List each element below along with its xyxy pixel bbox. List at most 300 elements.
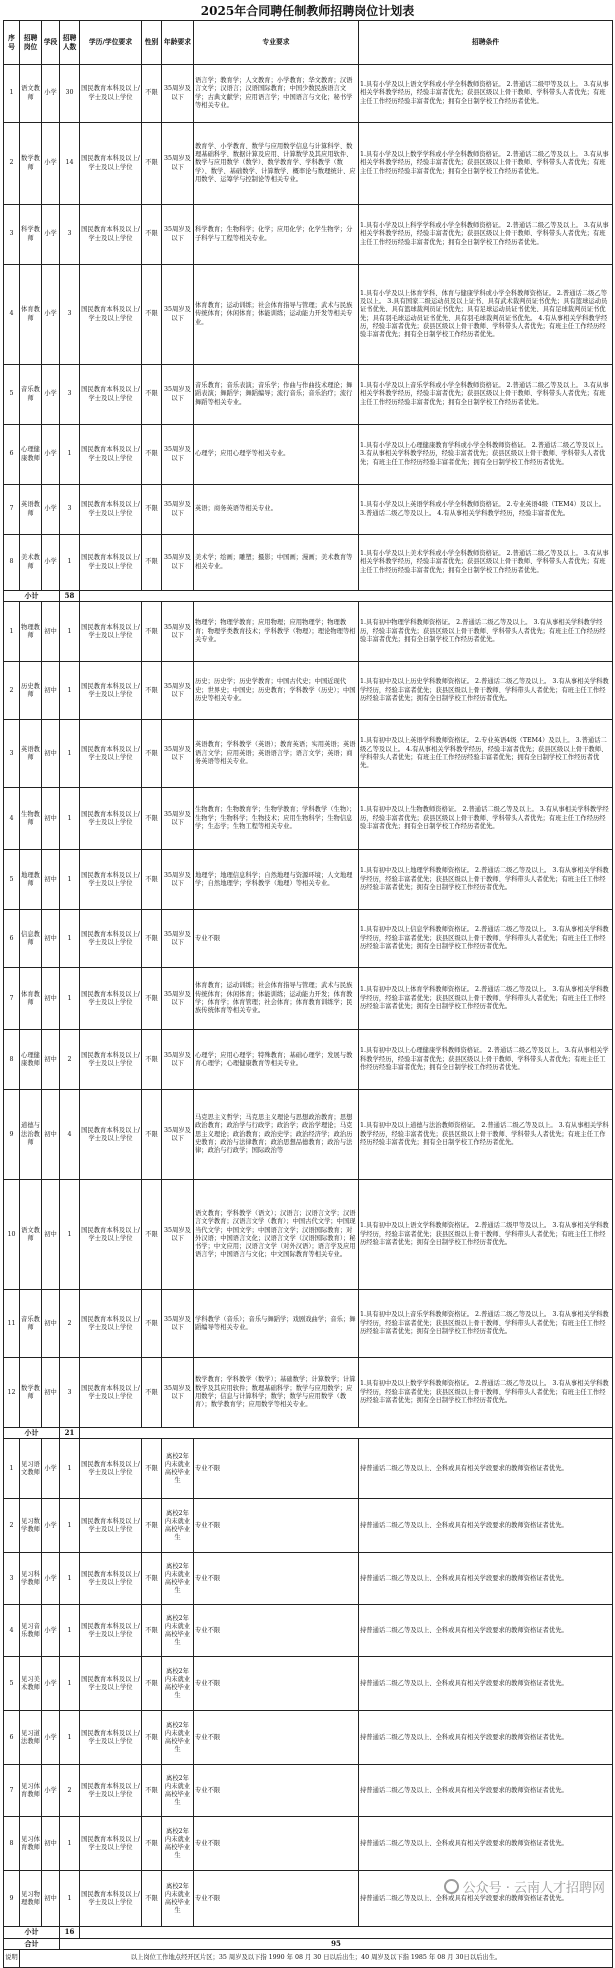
- header-conditions: 招聘条件: [359, 21, 613, 65]
- cell-stage: 初中: [42, 910, 60, 968]
- cell-conditions: 持普通话二级乙等及以上、全科或具有相关学段要求的教师资格证者优先。: [359, 1605, 613, 1657]
- cell-count: 3: [60, 205, 80, 265]
- cell-conditions: 持普通话二级乙等及以上、全科或具有相关学段要求的教师资格证者优先。: [359, 1711, 613, 1765]
- cell-stage: 初中: [42, 1358, 60, 1428]
- cell-age: 35周岁及以下: [162, 968, 194, 1030]
- total-row: [4, 1938, 613, 1949]
- subtotal-value: 21: [60, 1428, 80, 1439]
- cell-major: 教育学、小学教育、数学与应用数学信息与计算科学、数理基础科学、数据计算及应用、计算数学及其应用软件、数学与应用数学（数学）、数学教育学、学科教学（数学）、数学、基础数学、计算数学、概率论与数理统计、应用数学、运筹学与控制论等相关专业。: [194, 123, 359, 205]
- cell-conditions: 1.具有初中及以上数学学科教师资格证。 2.普通话二级乙等及以上。 3.有从事相关学科教学经历，经验丰富者优先；获县区级以上骨干教师、学科带头人者优先；有班主任工作经历经验丰富者优先；拥有全日制学校工作经历者优先。: [359, 1358, 613, 1428]
- table-row: [4, 205, 613, 265]
- cell-age: 35周岁及以下: [162, 850, 194, 910]
- cell-conditions: 1.具有初中及以上信息学科教师资格证。 2.普通话二级乙等及以上。 3.有从事相关学科教学经历，经验丰富者优先；获县区级以上骨干教师、学科带头人者优先；有班主任工作经历经验丰富者优先；拥有全日制学校工作经历者优先。: [359, 910, 613, 968]
- cell-edu: 国民教育本科及以上/学士及以上学位: [80, 1871, 142, 1927]
- cell-stage: 初中: [42, 662, 60, 720]
- cell-gender: 不限: [142, 535, 162, 591]
- cell-major: 体育教育；运动训练；社会体育指导与管理；武术与民族传统体育；休闲体育；体能训练；运动能力开发等相关专业。: [194, 265, 359, 365]
- cell-post: 见习体育教师: [20, 1765, 42, 1817]
- cell-gender: 不限: [142, 425, 162, 485]
- subtotal-label: 小计: [4, 1927, 60, 1938]
- cell-gender: 不限: [142, 485, 162, 535]
- cell-conditions: 1.具有初中及以上体育学科教师资格证。 2.普通话二级乙等及以上。 3.有从事相关学科教学经历，经验丰富者优先；获县区级以上骨干教师、学科带头人者优先；有班主任工作经历经验丰富者优先；拥有全日制学校工作经历者优先。: [359, 968, 613, 1030]
- cell-edu: 国民教育本科及以上/学士及以上学位: [80, 1553, 142, 1605]
- cell-gender: 不限: [142, 720, 162, 788]
- cell-age: 35周岁及以下: [162, 720, 194, 788]
- cell-post: 音乐教师: [20, 1290, 42, 1358]
- cell-conditions: 1.具有小学及以上语文学科或小学全科教师资格证。 2.普通话二级甲等及以上。 3.有从事相关学科教学经历，经验丰富者优先；获县区级以上骨干教师、学科带头人者优先；有班主任工作经历经验丰富者优先；拥有全日制学校工作经历者优先。: [359, 65, 613, 123]
- cell-stage: 初中: [42, 602, 60, 662]
- cell-edu: 国民教育本科及以上/学士及以上学位: [80, 265, 142, 365]
- cell-edu: 国民教育本科及以上/学士及以上学位: [80, 1090, 142, 1180]
- table-row: [4, 1605, 613, 1657]
- table-row: [4, 1090, 613, 1180]
- cell-age: 离校2年内未就业高校毕业生: [162, 1499, 194, 1553]
- cell-gender: 不限: [142, 1605, 162, 1657]
- cell-count: 1: [60, 1439, 80, 1499]
- cell-major: 心理学；应用心理学；特殊教育；基础心理学；发展与教育心理学；心理健康教育等相关专业。: [194, 1030, 359, 1090]
- cell-conditions: 持普通话二级乙等及以上、全科或具有相关学段要求的教师资格证者优先。: [359, 1871, 613, 1927]
- cell-no: 6: [4, 910, 20, 968]
- cell-post: 心理健康教师: [20, 1030, 42, 1090]
- cell-gender: 不限: [142, 1711, 162, 1765]
- cell-gender: 不限: [142, 788, 162, 850]
- note-text: 以上岗位工作地点经开区片区；35 周岁及以下指 1990 年 08 月 30 日以后出生；40 周岁及以下指 1985 年 08 月 30日以后出生。: [20, 1949, 613, 1967]
- table-row: [4, 1817, 613, 1871]
- cell-edu: 国民教育本科及以上/学士及以上学位: [80, 1290, 142, 1358]
- header-no: 序号: [4, 21, 20, 65]
- cell-age: 离校2年内未就业高校毕业生: [162, 1765, 194, 1817]
- cell-major: 音乐教育；音乐表演；音乐学；作曲与作曲技术理论；舞蹈表演；舞蹈学；舞蹈编导；流行音乐；音乐治疗；流行舞蹈等相关专业。: [194, 365, 359, 425]
- cell-stage: 小学: [42, 65, 60, 123]
- cell-post: 见习物理教师: [20, 1871, 42, 1927]
- cell-age: 35周岁及以下: [162, 910, 194, 968]
- cell-edu: 国民教育本科及以上/学士及以上学位: [80, 65, 142, 123]
- recruitment-table: [3, 20, 613, 1968]
- cell-conditions: 1.具有初中及以上地理学科教师资格证。 2.普通话二级乙等及以上。 3.有从事相关学科教学经历，经验丰富者优先；获县区级以上骨干教师、学科带头人者优先；有班主任工作经历经验丰富者优先；拥有全日制学校工作经历者优先。: [359, 850, 613, 910]
- cell-age: 35周岁及以下: [162, 123, 194, 205]
- cell-post: 见习科学教师: [20, 1553, 42, 1605]
- table-row: [4, 910, 613, 968]
- cell-no: 1: [4, 65, 20, 123]
- note-label: 说明: [4, 1949, 20, 1967]
- cell-major: 专业不限: [194, 1499, 359, 1553]
- cell-count: 3: [60, 365, 80, 425]
- cell-conditions: 持普通话二级乙等及以上、全科或具有相关学段要求的教师资格证者优先。: [359, 1765, 613, 1817]
- subtotal-value: 16: [60, 1927, 80, 1938]
- cell-stage: 初中: [42, 1030, 60, 1090]
- cell-age: 35周岁及以下: [162, 788, 194, 850]
- cell-major: 专业不限: [194, 1765, 359, 1817]
- cell-age: 35周岁及以下: [162, 1358, 194, 1428]
- cell-stage: 小学: [42, 205, 60, 265]
- cell-major: 学科教学（音乐）；音乐与舞蹈学；戏剧戏曲学；音乐；舞蹈编导等相关专业。: [194, 1290, 359, 1358]
- cell-count: 1: [60, 1871, 80, 1927]
- cell-no: 2: [4, 1499, 20, 1553]
- table-row: [4, 1030, 613, 1090]
- cell-stage: 初中: [42, 720, 60, 788]
- cell-no: 7: [4, 485, 20, 535]
- cell-count: 3: [60, 485, 80, 535]
- cell-edu: 国民教育本科及以上/学士及以上学位: [80, 425, 142, 485]
- cell-no: 10: [4, 1180, 20, 1290]
- cell-count: 14: [60, 123, 80, 205]
- cell-major: 生物教育；生物教育学；生物学教育；学科教学（生物）；生物学；生物科学；生物技术；应用生物科学；生物信息学；生态学；生物工程等相关专业。: [194, 788, 359, 850]
- cell-post: 英语教师: [20, 485, 42, 535]
- cell-major: 专业不限: [194, 1657, 359, 1711]
- cell-count: 1: [60, 662, 80, 720]
- table-row: [4, 485, 613, 535]
- cell-major: 英语教育；学科教学（英语）；教育英语；实用英语；英语语言文学；应用英语；英语语言学；语言文学；英语；商务英语等相关专业。: [194, 720, 359, 788]
- subtotal-label: 小计: [4, 1428, 60, 1439]
- cell-gender: 不限: [142, 850, 162, 910]
- cell-gender: 不限: [142, 1657, 162, 1711]
- cell-edu: 国民教育本科及以上/学士及以上学位: [80, 1605, 142, 1657]
- cell-count: 1: [60, 788, 80, 850]
- subtotal-value: 58: [60, 591, 80, 602]
- cell-conditions: 持普通话二级乙等及以上、全科或具有相关学段要求的教师资格证者优先。: [359, 1817, 613, 1871]
- cell-no: 11: [4, 1290, 20, 1358]
- cell-gender: 不限: [142, 265, 162, 365]
- cell-count: 1: [60, 968, 80, 1030]
- table-row: [4, 425, 613, 485]
- cell-post: 历史教师: [20, 662, 42, 720]
- header-stage: 学段: [42, 21, 60, 65]
- cell-gender: 不限: [142, 65, 162, 123]
- cell-post: 数学教师: [20, 1358, 42, 1428]
- cell-major: 专业不限: [194, 1439, 359, 1499]
- cell-conditions: 1.具有初中及以上语文学科教师资格证。 2.普通话二级甲等及以上。 3.有从事相关学科教学经历，经验丰富者优先；获县区级以上骨干教师、学科带头人者优先；有班主任工作经历经验丰富者优先；拥有全日制学校工作经历者优先。: [359, 1180, 613, 1290]
- cell-major: 物理学；物理学教育；应用物理；应用物理学；物理教育；物理学类教育技术；学科教学（物理）；理论物理等相关专业。: [194, 602, 359, 662]
- cell-stage: 初中: [42, 1871, 60, 1927]
- cell-edu: 国民教育本科及以上/学士及以上学位: [80, 535, 142, 591]
- cell-conditions: 1.具有初中及以上音乐学科教师资格证。 2.普通话二级乙等及以上。 3.有从事相关学科教学经历，经验丰富者优先；获县区级以上骨干教师、学科带头人者优先；有班主任工作经历经验丰富者优先；拥有全日制学校工作经历者优先。: [359, 1290, 613, 1358]
- cell-major: 美术学；绘画；雕塑；摄影；中国画；漫画；美术教育等相关专业。: [194, 535, 359, 591]
- cell-gender: 不限: [142, 1030, 162, 1090]
- cell-edu: 国民教育本科及以上/学士及以上学位: [80, 365, 142, 425]
- cell-stage: 小学: [42, 1605, 60, 1657]
- cell-gender: 不限: [142, 205, 162, 265]
- cell-edu: 国民教育本科及以上/学士及以上学位: [80, 968, 142, 1030]
- table-row: [4, 850, 613, 910]
- cell-age: 35周岁及以下: [162, 265, 194, 365]
- cell-post: 体育教师: [20, 968, 42, 1030]
- cell-no: 9: [4, 1090, 20, 1180]
- table-row: [4, 65, 613, 123]
- cell-stage: 小学: [42, 535, 60, 591]
- cell-gender: 不限: [142, 662, 162, 720]
- cell-stage: 小学: [42, 1765, 60, 1817]
- cell-no: 5: [4, 1657, 20, 1711]
- cell-edu: 国民教育本科及以上/学士及以上学位: [80, 910, 142, 968]
- cell-stage: 小学: [42, 1711, 60, 1765]
- cell-stage: 小学: [42, 485, 60, 535]
- cell-count: 2: [60, 1290, 80, 1358]
- cell-post: 信息教师: [20, 910, 42, 968]
- cell-edu: 国民教育本科及以上/学士及以上学位: [80, 788, 142, 850]
- cell-gender: 不限: [142, 1553, 162, 1605]
- cell-conditions: 1.具有初中及以上英语学科教师资格证。 2.专业英语4级（TEM4）及以上。 3.普通话二级乙等及以上。 4.有从事相关学科教学经历，经验丰富者优先；获县区级以上骨干教师、学科带头人者优先；有班主任工作经历经验丰富者优先；拥有全日制学校工作经历者优先。: [359, 720, 613, 788]
- cell-no: 8: [4, 1817, 20, 1871]
- cell-gender: 不限: [142, 1358, 162, 1428]
- total-label: 合计: [4, 1938, 60, 1949]
- cell-edu: 国民教育本科及以上/学士及以上学位: [80, 205, 142, 265]
- cell-edu: 国民教育本科及以上/学士及以上学位: [80, 850, 142, 910]
- cell-major: 专业不限: [194, 1817, 359, 1871]
- cell-gender: 不限: [142, 910, 162, 968]
- cell-major: 体育教育；运动训练；社会体育指导与管理；武术与民族传统体育；休闲体育；体能训练；运动能力开发；体育教学；体育学；体育管理；社会体育；体育教育训练学；民族传统体育等相关专业。: [194, 968, 359, 1030]
- cell-no: 5: [4, 365, 20, 425]
- cell-post: 体育教师: [20, 265, 42, 365]
- cell-gender: 不限: [142, 1817, 162, 1871]
- cell-count: 1: [60, 1605, 80, 1657]
- cell-post: 见习道法教师: [20, 1711, 42, 1765]
- cell-edu: 国民教育本科及以上/学士及以上学位: [80, 1765, 142, 1817]
- cell-gender: 不限: [142, 123, 162, 205]
- cell-no: 3: [4, 205, 20, 265]
- cell-gender: 不限: [142, 1290, 162, 1358]
- cell-stage: 初中: [42, 788, 60, 850]
- wechat-icon: [444, 1879, 459, 1894]
- cell-post: 科学教师: [20, 205, 42, 265]
- cell-count: 1: [60, 535, 80, 591]
- cell-count: 1: [60, 1817, 80, 1871]
- cell-post: 道德与法治教师: [20, 1090, 42, 1180]
- cell-age: 离校2年内未就业高校毕业生: [162, 1553, 194, 1605]
- cell-conditions: 1.具有小学及以上科学学科或小学全科教师资格证。 2.普通话二级乙等及以上。 3.有从事相关学科教学经历，经验丰富者优先；获县区级以上骨干教师、学科带头人者优先；有班主任工作经历经验丰富者优先；拥有全日制学校工作经历者优先。: [359, 205, 613, 265]
- cell-edu: 国民教育本科及以上/学士及以上学位: [80, 1030, 142, 1090]
- cell-conditions: 1.具有小学及以上心理健康教育学科或小学全科教师资格证。 2.普通话二级乙等及以上。 3.有从事相关学科教学经历，经验丰富者优先；获县区级以上骨干教师、学科带头人者优先；有班主任工作经历经验丰富者优先；拥有全日制学校工作经历者优先。: [359, 425, 613, 485]
- header-gender: 性别: [142, 21, 162, 65]
- cell-edu: 国民教育本科及以上/学士及以上学位: [80, 1499, 142, 1553]
- cell-age: 35周岁及以下: [162, 602, 194, 662]
- cell-no: 8: [4, 535, 20, 591]
- cell-stage: 小学: [42, 265, 60, 365]
- cell-post: 地理教师: [20, 850, 42, 910]
- cell-age: 35周岁及以下: [162, 1090, 194, 1180]
- cell-post: 见习音乐教师: [20, 1605, 42, 1657]
- cell-conditions: 持普通话二级乙等及以上、全科或具有相关学段要求的教师资格证者优先。: [359, 1439, 613, 1499]
- cell-no: 4: [4, 1605, 20, 1657]
- cell-stage: 初中: [42, 968, 60, 1030]
- cell-count: 1: [60, 1553, 80, 1605]
- cell-edu: 国民教育本科及以上/学士及以上学位: [80, 1358, 142, 1428]
- watermark-text: 公众号 · 云南人才招聘网: [462, 1881, 605, 1896]
- cell-no: 6: [4, 425, 20, 485]
- cell-conditions: 持普通话二级乙等及以上、全科或具有相关学段要求的教师资格证者优先。: [359, 1657, 613, 1711]
- cell-post: 美术教师: [20, 535, 42, 591]
- subtotal-filler: [80, 591, 613, 602]
- cell-major: 心理学；应用心理学等相关专业。: [194, 425, 359, 485]
- cell-age: 35周岁及以下: [162, 1030, 194, 1090]
- cell-edu: 国民教育本科及以上/学士及以上学位: [80, 1180, 142, 1290]
- cell-count: 2: [60, 1765, 80, 1817]
- cell-edu: 国民教育本科及以上/学士及以上学位: [80, 720, 142, 788]
- header-count: 招聘人数: [60, 21, 80, 65]
- cell-count: 1: [60, 1711, 80, 1765]
- cell-major: 专业不限: [194, 1553, 359, 1605]
- cell-conditions: 1.具有初中及以上历史学科教师资格证。 2.普通话二级乙等及以上。 3.有从事相关学科教学经历，经验丰富者优先；获县区级以上骨干教师、学科带头人者优先；有班主任工作经历经验丰富者优先；拥有全日制学校工作经历者优先。: [359, 662, 613, 720]
- subtotal-row: [4, 1428, 613, 1439]
- subtotal-filler: [80, 1428, 613, 1439]
- cell-no: 6: [4, 1711, 20, 1765]
- watermark: [444, 1877, 605, 1896]
- cell-conditions: 1.具有初中及以上心理健康学科教师资格证。 2.普通话二级乙等及以上。 3.有从事相关学科教学经历，经验丰富者优先；获县区级以上骨干教师、学科带头人者优先；有班主任工作经历经验丰富者优先；拥有全日制学校工作经历者优先。: [359, 1030, 613, 1090]
- cell-count: 1: [60, 850, 80, 910]
- cell-stage: 小学: [42, 1553, 60, 1605]
- cell-edu: 国民教育本科及以上/学士及以上学位: [80, 1657, 142, 1711]
- cell-major: 专业不限: [194, 1711, 359, 1765]
- header-major: 专业要求: [194, 21, 359, 65]
- cell-gender: 不限: [142, 1765, 162, 1817]
- cell-count: 1: [60, 1180, 80, 1290]
- cell-conditions: 1.具有小学及以上体育学科、体育与健康学科或小学全科教师资格证。 2.普通话二级乙等及以上。 3.具有国家二级运动员及以上证书、具有武术裁判员证书优先；具有篮球运动员证书优先、具有篮球裁判员证书优先；具有足球运动员证书优先、具有足球裁判员证书优先；具有羽毛球运动员证书优先、具有羽毛球裁判员证书优先。 4.有从事相关学科教学经历，经验丰富者优先；获县区级以上骨干教师、学科带头人者优先；有班主任工作经历经验丰富者优先；拥有全日制学校工作经历者优先。: [359, 265, 613, 365]
- table-row: [4, 123, 613, 205]
- cell-count: 1: [60, 602, 80, 662]
- cell-count: 3: [60, 1358, 80, 1428]
- cell-major: 专业不限: [194, 1871, 359, 1927]
- cell-gender: 不限: [142, 602, 162, 662]
- table-row: [4, 1180, 613, 1290]
- cell-conditions: 持普通话二级乙等及以上、全科或具有相关学段要求的教师资格证者优先。: [359, 1499, 613, 1553]
- cell-gender: 不限: [142, 1871, 162, 1927]
- cell-stage: 小学: [42, 1499, 60, 1553]
- cell-stage: 初中: [42, 1090, 60, 1180]
- cell-no: 4: [4, 788, 20, 850]
- cell-edu: 国民教育本科及以上/学士及以上学位: [80, 123, 142, 205]
- cell-age: 离校2年内未就业高校毕业生: [162, 1817, 194, 1871]
- cell-edu: 国民教育本科及以上/学士及以上学位: [80, 1439, 142, 1499]
- table-row: [4, 1499, 613, 1553]
- cell-age: 35周岁及以下: [162, 65, 194, 123]
- table-row: [4, 1553, 613, 1605]
- cell-no: 7: [4, 968, 20, 1030]
- table-row: [4, 602, 613, 662]
- cell-no: 4: [4, 265, 20, 365]
- cell-conditions: 1.具有小学及以上美术学科或小学全科教师资格证。 2.普通话二级乙等及以上。 3.有从事相关学科教学经历，经验丰富者优先；获县区级以上骨干教师、学科带头人者优先；有班主任工作经历经验丰富者优先；拥有全日制学校工作经历者优先。: [359, 535, 613, 591]
- cell-count: 1: [60, 1499, 80, 1553]
- cell-count: 4: [60, 1090, 80, 1180]
- cell-age: 35周岁及以下: [162, 205, 194, 265]
- cell-gender: 不限: [142, 1090, 162, 1180]
- cell-major: 马克思主义哲学；马克思主义理论与思想政治教育；思想政治教育；政治学与行政学；政治学；政治学理论；马克思主义理论；政治教育；政治史学；政治经济学；政治历史教育；政治与法律教育；政治思想品德教育；政治与法律；政治与行政学；国际政治等: [194, 1090, 359, 1180]
- table-row: [4, 720, 613, 788]
- cell-conditions: 1.具有小学及以上数学学科或小学全科教师资格证。 2.普通话二级乙等及以上。 3.有从事相关学科教学经历，经验丰富者优先；获县区级以上骨干教师、学科带头人者优先；有班主任工作经历经验丰富者优先；拥有全日制学校工作经历者优先。: [359, 123, 613, 205]
- cell-no: 8: [4, 1030, 20, 1090]
- cell-stage: 初中: [42, 850, 60, 910]
- table-row: [4, 365, 613, 425]
- table-row: [4, 662, 613, 720]
- table-row: [4, 1290, 613, 1358]
- cell-stage: 小学: [42, 425, 60, 485]
- subtotal-filler: [80, 1927, 613, 1938]
- cell-no: 2: [4, 662, 20, 720]
- cell-major: 数学教育；学科教学（数学）；基础数学；计算数学；计算数学及其应用软件；数理基础科学；数学与应用数学；应用数学；信息与计算科学；数学；数学与应用数学（教育）；数学教育学；应用数学等相关专业。: [194, 1358, 359, 1428]
- cell-age: 离校2年内未就业高校毕业生: [162, 1871, 194, 1927]
- header-edu: 学历/学位要求: [80, 21, 142, 65]
- cell-no: 3: [4, 720, 20, 788]
- cell-count: 1: [60, 425, 80, 485]
- cell-gender: 不限: [142, 1439, 162, 1499]
- cell-no: 12: [4, 1358, 20, 1428]
- cell-no: 5: [4, 850, 20, 910]
- cell-count: 1: [60, 910, 80, 968]
- cell-gender: 不限: [142, 1499, 162, 1553]
- cell-age: 离校2年内未就业高校毕业生: [162, 1711, 194, 1765]
- cell-count: 1: [60, 720, 80, 788]
- cell-no: 3: [4, 1553, 20, 1605]
- cell-gender: 不限: [142, 1180, 162, 1290]
- table-row: [4, 265, 613, 365]
- cell-edu: 国民教育本科及以上/学士及以上学位: [80, 1817, 142, 1871]
- cell-age: 离校2年内未就业高校毕业生: [162, 1605, 194, 1657]
- header-post: 招聘岗位: [20, 21, 42, 65]
- cell-major: 专业不限: [194, 910, 359, 968]
- cell-no: 9: [4, 1871, 20, 1927]
- cell-no: 1: [4, 1439, 20, 1499]
- cell-post: 见习数学教师: [20, 1499, 42, 1553]
- table-row: [4, 1765, 613, 1817]
- subtotal-label: 小计: [4, 591, 60, 602]
- cell-post: 英语教师: [20, 720, 42, 788]
- cell-major: 英语；商务英语等相关专业。: [194, 485, 359, 535]
- cell-count: 1: [60, 1657, 80, 1711]
- cell-stage: 小学: [42, 1439, 60, 1499]
- cell-conditions: 1.具有初中物理学科教师资格证。 2.普通话二级乙等及以上。 3.有从事相关学科教学经历，经验丰富者优先；获县区级以上骨干教师、学科带头人者优先；有班主任工作经历经验丰富者优先；拥有全日制学校工作经历者优先。: [359, 602, 613, 662]
- cell-age: 35周岁及以下: [162, 365, 194, 425]
- cell-conditions: 1.具有小学及以上英语学科或小学全科教师资格证。 2.专业英语4级（TEM4）及以上。 3.普通话二级乙等及以上。 4.有从事相关学科教学经历，经验丰富者优先。: [359, 485, 613, 535]
- cell-major: 专业不限: [194, 1605, 359, 1657]
- cell-gender: 不限: [142, 968, 162, 1030]
- cell-post: 见习美术教师: [20, 1657, 42, 1711]
- cell-age: 35周岁及以下: [162, 535, 194, 591]
- cell-stage: 小学: [42, 365, 60, 425]
- cell-gender: 不限: [142, 365, 162, 425]
- cell-edu: 国民教育本科及以上/学士及以上学位: [80, 602, 142, 662]
- cell-conditions: 1.具有初中及以上道德与法治教师资格证。 2.普通话二级乙等及以上。 3.有从事相关学科教学经历，经验丰富者优先；获县区级以上骨干教师、学科带头人者优先；有班主任工作经历经验丰富者优先；拥有全日制学校工作经历者优先。: [359, 1090, 613, 1180]
- cell-edu: 国民教育本科及以上/学士及以上学位: [80, 662, 142, 720]
- cell-major: 科学教育；生物科学；化学；应用化学；化学生物学；分子科学与工程等相关专业。: [194, 205, 359, 265]
- subtotal-row: [4, 591, 613, 602]
- cell-age: 35周岁及以下: [162, 425, 194, 485]
- cell-no: 2: [4, 123, 20, 205]
- table-row: [4, 1439, 613, 1499]
- cell-conditions: 1.具有初中及以上生物教师资格证。 2.普通话二级乙等及以上。 3.有从事相关学科教学经历，经验丰富者优先；获县区级以上骨干教师、学科带头人者优先；有班主任工作经历经验丰富者优先；拥有全日制学校工作经历者优先。: [359, 788, 613, 850]
- cell-stage: 初中: [42, 1290, 60, 1358]
- document-title: 2025年合同聘任制教师招聘岗位计划表: [200, 4, 415, 18]
- table-row: [4, 1358, 613, 1428]
- cell-age: 35周岁及以下: [162, 1180, 194, 1290]
- cell-edu: 国民教育本科及以上/学士及以上学位: [80, 485, 142, 535]
- cell-stage: 初中: [42, 1817, 60, 1871]
- cell-post: 见习语文教师: [20, 1439, 42, 1499]
- cell-major: 语言学；教育学；人文教育；小学教育；华文教育；汉语言文学；汉语言；汉语国际教育；中国少数民族语言文学；古典文献学；应用语言学；中国语言与文化；秘书学等相关专业。: [194, 65, 359, 123]
- cell-post: 生物教师: [20, 788, 42, 850]
- cell-count: 30: [60, 65, 80, 123]
- cell-post: 语文教师: [20, 1180, 42, 1290]
- cell-age: 35周岁及以下: [162, 662, 194, 720]
- cell-post: 见习体育教师: [20, 1817, 42, 1871]
- cell-stage: 小学: [42, 123, 60, 205]
- cell-post: 音乐教师: [20, 365, 42, 425]
- cell-count: 2: [60, 1030, 80, 1090]
- cell-age: 离校2年内未就业高校毕业生: [162, 1439, 194, 1499]
- total-value: 95: [60, 1938, 613, 1949]
- cell-age: 离校2年内未就业高校毕业生: [162, 1657, 194, 1711]
- cell-post: 数学教师: [20, 123, 42, 205]
- cell-no: 1: [4, 602, 20, 662]
- cell-count: 3: [60, 265, 80, 365]
- cell-conditions: 持普通话二级乙等及以上、全科或具有相关学段要求的教师资格证者优先。: [359, 1553, 613, 1605]
